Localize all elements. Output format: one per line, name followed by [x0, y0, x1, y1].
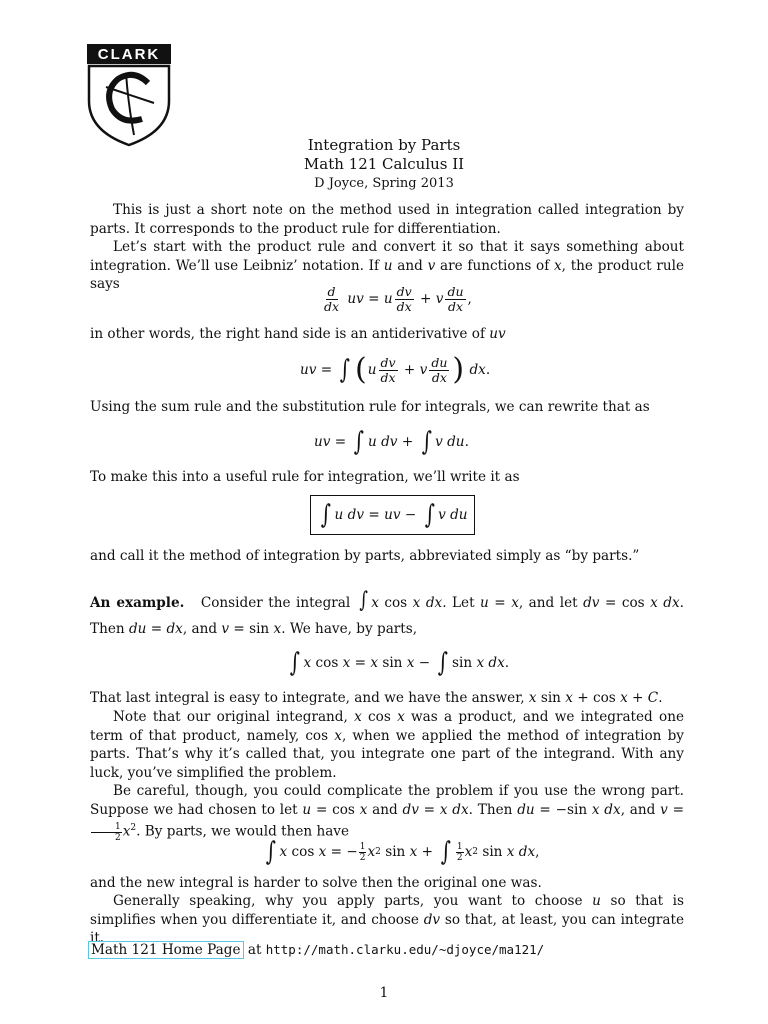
page-number: 1: [379, 985, 389, 1001]
course-title: Math 121 Calculus II: [303, 155, 465, 173]
note-paragraph: Note that our original integrand, x cos x was a product, and we integrated one term of that product, namely, cos x, when we applied the method of integration by parts. That’s why it’s called that, you integrate one part of the integrand. With any luck, you’ve simplified the problem.: [90, 709, 685, 781]
home-page-url: http://math.clarku.edu/~djoyce/ma121/: [265, 942, 545, 957]
footer-link-line: Math 121 Home Page at http://math.clarku.edu/~djoyce/ma121/: [88, 941, 544, 959]
logo-text: CLARK: [97, 46, 161, 63]
to-make-line: To make this into a useful rule for integration, we’ll write it as: [90, 469, 520, 485]
example-heading: An example.: [90, 595, 185, 611]
clark-logo: [86, 43, 172, 147]
home-page-link[interactable]: Math 121 Home Page: [88, 941, 244, 959]
intro-paragraph-2: Let’s start with the product rule and convert it so that it says something about integration. We’ll use Leibniz’ notation. If u and v are functions of x, the product rule says: [90, 239, 685, 293]
author-line: D Joyce, Spring 2013: [314, 176, 454, 191]
careful-paragraph: Be careful, though, you could complicate the problem if you use the wrong part. Suppose we had chosen to let u = cos x and dv = x dx. Then du = −sin x dx, and v = $\frac{1}{2}$ $x^2$. By parts, we would then have: [90, 783, 684, 843]
equation-product-rule: $\frac{d}{dx}$ uv = u $\frac{dv}{dx}$ + v $\frac{du}{dx}$ ,: [324, 283, 472, 314]
antiderivative-line: in other words, the right hand side is an antiderivative of uv: [90, 326, 506, 342]
harder-line: and the new integral is harder to solve then the original one was.: [90, 875, 542, 891]
last-integral-line: That last integral is easy to integrate, and we have the answer, x sin x + cos x + C.: [90, 690, 663, 706]
example-paragraph: An example. Consider the integral ∫ x cos x dx. Let u = x, and let dv = cos x dx. Then du = dx, and v = sin x. We have, by parts,: [90, 588, 684, 637]
equation-antiderivative: uv = ∫ ( u $\frac{dv}{dx}$ + v $\frac{du}{dx}$ ) dx .: [300, 352, 491, 387]
call-it-line: and call it the method of integration by parts, abbreviated simply as “by parts.”: [90, 548, 640, 564]
equation-split: uv = ∫ u dv + ∫ v du .: [314, 427, 469, 457]
generally-paragraph: Generally speaking, why you apply parts, you want to choose u so that is simplifies when you differentiate it, and choose dv so that, at least, you can integrate it.: [90, 893, 684, 947]
boxed-by-parts-formula: ∫ u dv = uv − ∫ v du: [310, 495, 475, 535]
equation-wrong-part: ∫ x cos x = − 1 2 x 2 sin x + ∫ 1 2 x 2 sin x dx ,: [265, 837, 540, 867]
sum-rule-line: Using the sum rule and the substitution rule for integrals, we can rewrite that as: [90, 399, 650, 415]
equation-example: ∫ x cos x = x sin x − ∫ sin x dx .: [289, 648, 510, 678]
intro-paragraph-1: This is just a short note on the method used in integration called integration by parts. It corresponds to the product rule for differentiation.: [90, 202, 684, 237]
doc-title: Integration by Parts: [307, 136, 461, 154]
